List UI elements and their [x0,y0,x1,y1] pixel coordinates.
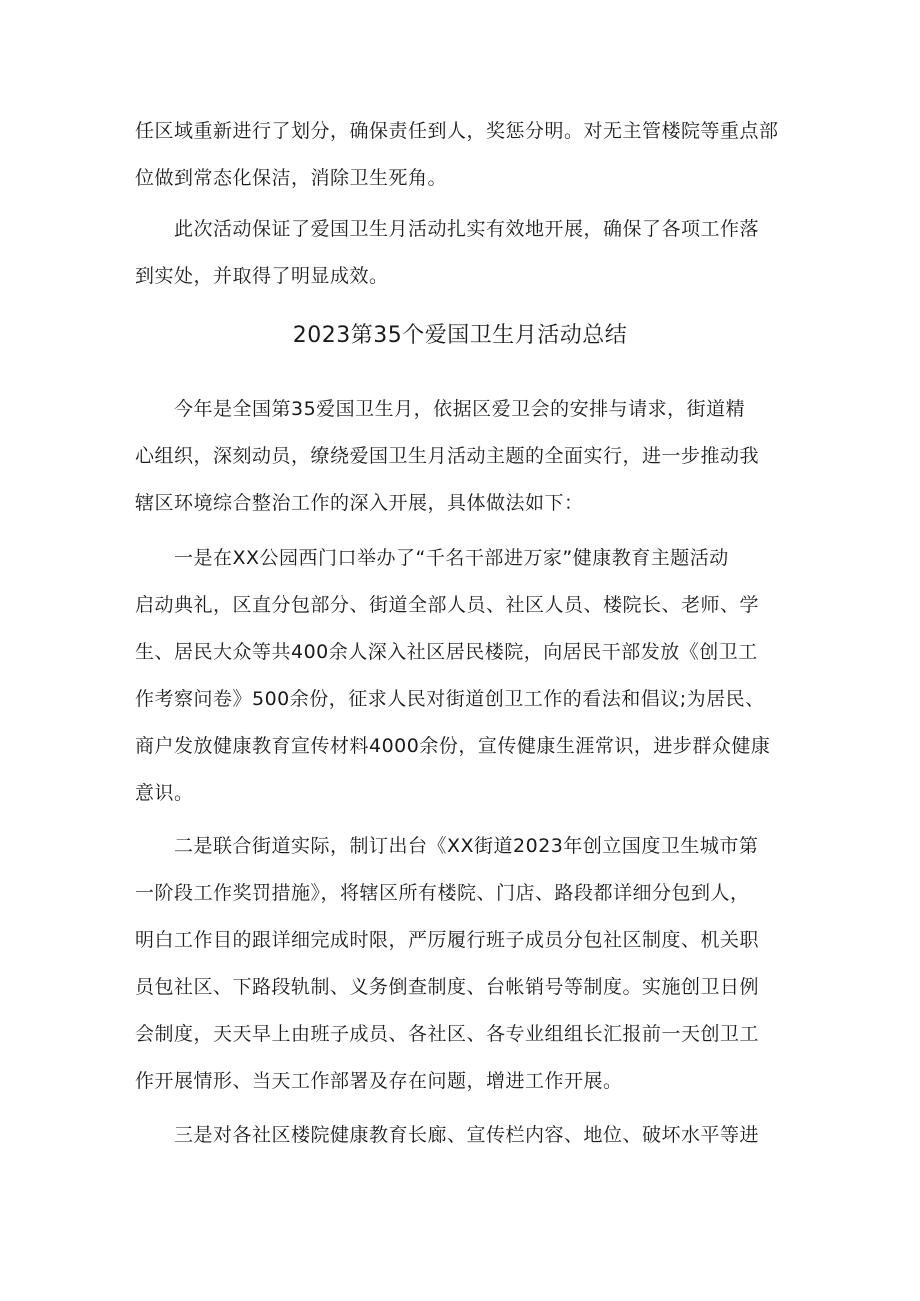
text-line: 到实处，并取得了明显成效。 [135,265,389,287]
body-paragraph-3 [135,823,795,1105]
text-line: 二是联合街道实际，制订出台《XX街道2023年创立国度卫生城市第 [135,835,759,857]
text-line: 一是在XX公园西门口举办了“千名干部进万家”健康教育主题活动 [135,547,729,569]
body-paragraph-4 [135,1112,795,1159]
text-line: 辖区环境综合整治工作的深入开展，具体做法如下： [135,492,584,514]
text-line: 商户发放健康教育宣传材料4000余份，宣传健康生涯常识，进步群众健康 [135,735,771,757]
text-line: 作开展情形、当天工作部署及存在问题，增进工作开展。 [135,1070,623,1092]
text-line: 会制度，天天早上由班子成员、各社区、各专业组组长汇报前一天创卫工 [135,1023,760,1045]
body-paragraph-2 [135,535,795,817]
section-title: 2023第35个爱国卫生月活动总结 [292,323,628,348]
text-line: 此次活动保证了爱国卫生月活动扎实有效地开展，确保了各项工作落 [135,218,760,240]
prev-paragraph-2 [135,206,795,300]
text-line: 三是对各社区楼院健康教育长廊、宣传栏内容、地位、破坏水平等进 [135,1124,760,1146]
text-line: 任区域重新进行了划分，确保责任到人，奖惩分明。对无主管楼院等重点部 [135,120,779,142]
text-line: 作考察问卷》500余份，征求人民对街道创卫工作的看法和倡议;为居民、 [135,688,765,710]
text-line: 生、居民大众等共400余人深入社区居民楼院，向居民干部发放《创卫工 [135,641,758,663]
prev-paragraph-1 [135,108,795,202]
text-line: 一阶段工作奖罚措施》，将辖区所有楼院、门店、路段都详细分包到人， [135,882,750,904]
text-line: 明白工作目的跟详细完成时限，严厉履行班子成员分包社区制度、机关职 [135,929,760,951]
text-line: 心组织，深刻动员，缭绕爱国卫生月活动主题的全面实行，进一步推动我 [135,445,760,467]
text-line: 今年是全国第35爱国卫生月，依据区爱卫会的安排与请求，街道精 [135,398,746,420]
text-line: 意识。 [135,782,194,804]
text-line: 位做到常态化保洁，消除卫生死角。 [135,167,448,189]
body-paragraph-1 [135,386,795,527]
text-line: 员包社区、下路段轨制、义务倒查制度、台帐销号等制度。实施创卫日例 [135,976,760,998]
text-line: 启动典礼，区直分包部分、街道全部人员、社区人员、楼院长、老师、学 [135,594,760,616]
